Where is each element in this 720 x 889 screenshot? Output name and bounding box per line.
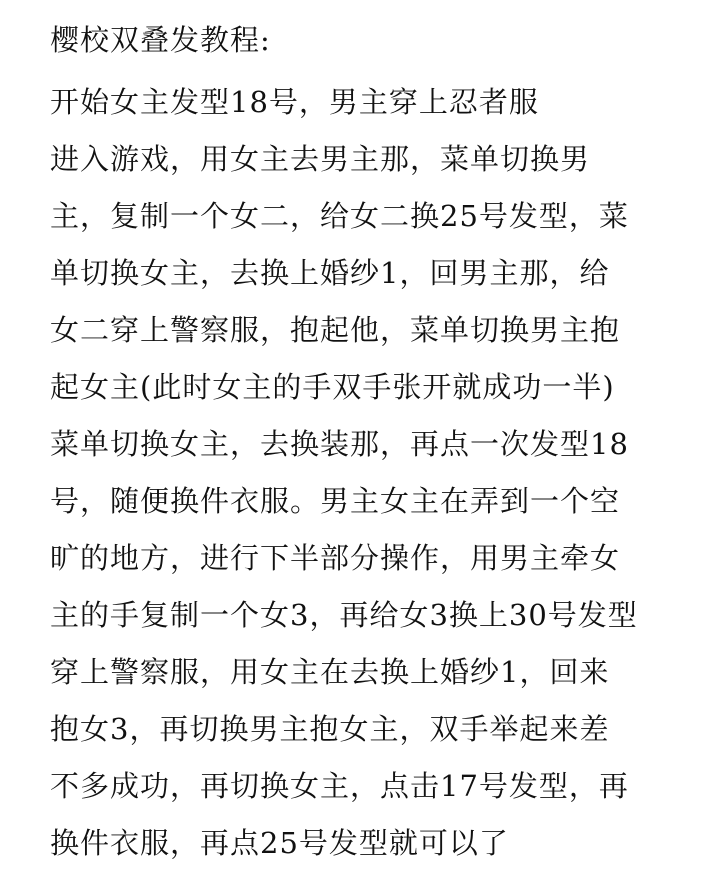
text-line: 单切换女主，去换上婚纱1，回男主那，给: [50, 256, 610, 290]
text-line: 主，复制一个女二，给女二换25号发型，菜: [50, 199, 629, 233]
text-line: 开始女主发型18号，男主穿上忍者服: [50, 85, 539, 119]
text-line: 进入游戏，用女主去男主那，菜单切换男: [50, 142, 591, 176]
text-line: 号，随便换件衣服。男主女主在弄到一个空: [50, 484, 621, 518]
text-line: 抱女3，再切换男主抱女主，双手举起来差: [50, 712, 610, 746]
text-line: 换件衣服，再点25号发型就可以了: [50, 826, 509, 860]
text-line: 菜单切换女主，去换装那，再点一次发型18: [50, 427, 629, 461]
text-line: 不多成功，再切换女主，点击17号发型，再: [50, 769, 629, 803]
text-line: 旷的地方，进行下半部分操作，用男主牵女: [50, 541, 621, 575]
document-title: 樱校双叠发教程:: [50, 23, 271, 57]
text-line: 女二穿上警察服，抱起他，菜单切换男主抱: [50, 313, 621, 347]
text-line: 主的手复制一个女3，再给女3换上30号发型: [50, 598, 638, 632]
text-line: 起女主(此时女主的手双手张开就成功一半): [50, 370, 615, 404]
text-line: 穿上警察服，用女主在去换上婚纱1，回来: [50, 655, 610, 689]
